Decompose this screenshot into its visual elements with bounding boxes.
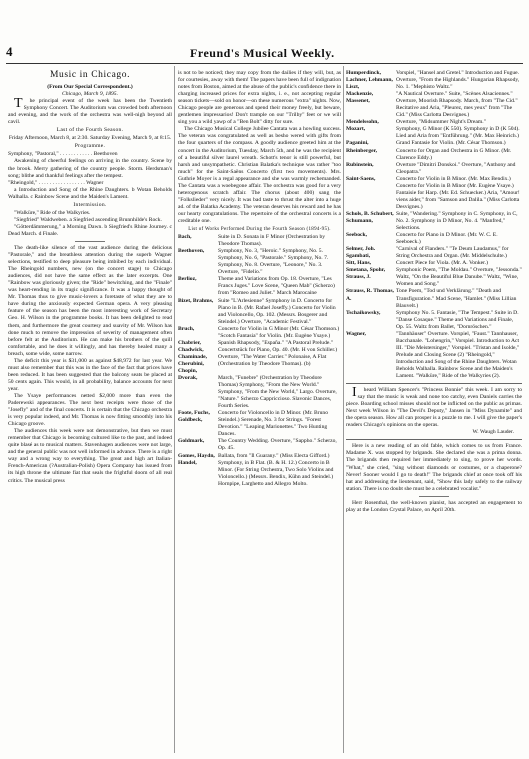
works-list: Overture, "Midsummer Night's Dream." <box>396 119 486 126</box>
composer-name: Mackenzie, Massenet, <box>346 91 374 105</box>
composer-name: Wagner, <box>346 330 366 337</box>
composer-name: Strauss, R. Thomas, A. <box>346 288 394 302</box>
programme-times: Friday Afternoon, March 8, at 2:30. Saturday Evening, March 9, at 8:15. <box>8 135 172 142</box>
repertoire-entry <box>178 375 341 410</box>
composer-name: Goldmark, <box>178 438 205 445</box>
works-list: Symphony No. 5. Fantasie, "The Tempest." Suite in D. "Danse Cosaque." Theme and Variations and Finale, Op. 55. Waltz from Ballet, "Dornröschen." <box>396 309 519 330</box>
repertoire-entry <box>178 326 341 340</box>
masthead: Freund's Musical Weekly. <box>190 46 335 60</box>
works-list: Symphony, No. 3, "Heroic." Symphony, No. 5. Symphony, No. 6, "Pastorale." Symphony, No. 7. Symphony, No. 8. Overture, "Leonore," No. 3. Overture, "Fidelio." <box>218 248 329 276</box>
repertoire-entry <box>178 298 341 326</box>
works-list: Ballata, from "Il Guarany." (Miss Electa Gifford.) Symphony, in B Flat. (B. & H. 12.) Concerto in B Minor. (For String Orchestra, Two Solo Violins and Violoncello.) (Messrs. Bendix, Kühn and Steindel.) Hornpipe, Larghetto and Allegro Molto. <box>218 452 334 487</box>
programme-item: "Walküre," Ride of the Walkyries. <box>14 209 91 216</box>
column-3 <box>346 70 522 754</box>
composer-name: Saint-Saens, <box>346 175 376 182</box>
works-list: Grand Fantasie for Violin. (Mr. César Thomson.) <box>396 140 506 147</box>
repertoire-entry <box>178 438 341 452</box>
divider <box>419 496 449 497</box>
works-list: Concert Piece for Viola. (Mr. A. Vonker.) <box>396 260 488 267</box>
programme-heading: Last of the Fourth Season. <box>56 127 124 134</box>
programme-item: "Götterdämmerung," a Morning Dawn. b Siegfried's Rhine Journey. c Dead March. d Finale. <box>8 223 172 237</box>
works-list: Tone Poem, "Tod und Verklärung." "Death and Transfiguration." Mad Scene, "Hamlet." (Miss Lillian Blauvelt.) <box>396 288 517 309</box>
column-1 <box>8 70 172 754</box>
works-list: Vorspiel, "Hansel and Gretel." Introduction and Fugue. Overture, "From the Highlands." Hungarian Rhapsody, No. 1. "Mephisto Waltz." <box>396 70 520 91</box>
column-divider <box>174 66 175 753</box>
composer-name: Seebock, <box>346 232 367 239</box>
programme-item: "Siegfried" Waldweben. a Siegfried ascending Brunnhilde's Rock. <box>14 216 162 223</box>
repertoire-entry <box>346 232 522 246</box>
works-list: Overture "Dimitri Donskoi." Overture, "Anthony and Cleopatra." <box>396 161 516 175</box>
masthead-rule <box>6 63 523 64</box>
paragraph: Here is a new reading of an old fable, which comes to us from France. Madame X. was stopped by brigands. She declared she was a prima donna. The brigands then required her immediately to sing, to prove her words. "What," she cried, "sing without diamonds or costumes, or a chaperone? Never! Sooner would I go to death!" The brigands chief at once took off his hat and addressing the lieutenant, said, "Show this lady safely to the railway station. There is no doubt she must be a celebrated vocalist." <box>346 443 522 492</box>
repertoire-entry <box>178 340 341 375</box>
composer-name: Selmer, Joh. Sgambati, <box>346 246 376 260</box>
paragraph: The Chicago Musical College Jubilee Cantata was a howling success. The veteran was congratulated as well as besho wered with gifts from the four quarters of the compass. A goodly audience greeted him at the concert in the Auditorium, Tuesday, March 5th, and he was the recipient of a beautiful silver laurel wreath. Schott's tenor is still powerful, but harsh and unsympathetic. Christian Balatka's technique was rather "too much" for the Saint-Saëns Concerto (first two movements). Mrs. Guthrie Moyer is a regal appearance and she was warmly rechemanded. The Cantata was a woebegone affair. The orchestra was good for a very heterogenous scratch affair. The chorus (about 400) sang the "Folkslieder" very nicely. It was bad taste to thrust the alter into a huge ad. of the Balatka Academy. The veteran deserves his reward and he has our hearty congratulations. The repertoire of the orchestral concerts is a creditable one. <box>178 126 341 224</box>
composer-name: Smetana, Spohr, Strauss, J. <box>346 267 386 281</box>
divider <box>75 241 105 242</box>
repertoire-entry <box>346 162 522 176</box>
repertoire-entry <box>346 140 522 147</box>
repertoire-entry <box>346 148 522 162</box>
works-list: Spanish Rhapsody, "España." "A Pastoral Prelude." Concertstück for Piano, Op. 40. (Mr. H von Schiller.) Overture, "The Water Carrier." Polonaise, A Flat (Orchestration by Theodore Thomas). (b) <box>218 339 338 367</box>
works-list: Symphonic Poem, "The Moldau." Overture, "Jessonda." Waltz, "On the Beautiful Blue Danube." Waltz, "Wine, Women and Song." <box>396 267 522 288</box>
paragraph: The deficit this year is $31,000 as against $48,972 for last year. We must also remember that this was in the face of the fact that prices have been reduced. It has been suggested that the balcony seats be placed at 50 cents again. This would, in all probability, balance accounts for next year. <box>8 357 172 392</box>
repertoire-entry <box>178 276 341 297</box>
composer-name: Bizet, Brahms, <box>178 297 214 304</box>
composer-name: Schols, B. Schubert, Schumann, <box>346 210 394 224</box>
works-list: Concerto for Violoncello in D Minor. (Mr. Bruno Steindel.) Serenade, No. 3 for Strings. "Forest Devotion." "Leaping Marionettes." Two Hunting Dances. <box>218 410 329 438</box>
programme-item: Awakening of cheerful feelings on arriving in the country. Scene by the brook. Merry gathering of the country people. Storm. Herdsman's song; blithe and thankful feelings after the tempest. <box>8 158 172 179</box>
paragraph: The Ysaye performances netted $2,000 more than even the Paderewski appearances. The next best receipts were those of the "Josefly" and of the final concerts. It is certain that the Chicago orchestra is very popular indeed, and Mr. Thomas is now fitting smoothly into his Chicago groove. <box>8 392 172 428</box>
paragraph: is not to be noticed; they may copy from the dailies if they will, but, as for courtesies, away with them! The papers have been full of indignation notes from Boston, aimed at the abuse of the public's confidence there in charging increased prices for extra nights, i. e., not accepting regular season tickets—sold on honor—on these numerous "extra" nights. Now, Chicago people are generous and spend their money freely, but beware, gentlemen impressarios! Don't trample on our "Trilby" feet or we will sing you a wild yawp of a "Ben Bolt" ditty for sure. <box>178 70 341 126</box>
paragraph: The death-like silence of the vast audience during the delicious "Pastorale," and the breathless attention during the superb Wagner selections, testified to deep pleasure being imbibed by each individual. The Rheingold numbers, new (on the concert stage) to Chicago audiences, did not have the same effect as the later excerpts. One "Rainbow was gloriously given; the "Ride" bewitching, and the "Finale" was heart-rending in its tragic significance. It was a happy thought of Mr. Thomas thus to give music-lovers a foretaste of what they are to have during the anxiously expected German opera. A very pleasing feature of the season has been the most interesting work of Secretary Geo. H. Wilson in the programme books. It has been delighted to read them, and furthermore the great courtesy and suavity of Mr. Wilson has done much to remove the impression of severity of management often before felt at the Auditorium. He can make his brothers of the quill comfortable, and he does it willingly, and has thereby healed many a breach, some wide, some narrow. <box>8 244 172 357</box>
works-list: Concerto for Organ and Orchestra in G Minor. (Mr. Clarence Eddy.) <box>396 147 512 161</box>
works-list: Concerto for Piano in D Minor. (Mr. W. C. E. Seeboeck.) <box>396 232 498 246</box>
repertoire-entry <box>346 310 522 331</box>
works-list: The Country Wedding. Overture, "Sappho." Scherzo, Op. 45. <box>218 438 337 452</box>
divider <box>346 383 522 384</box>
composer-name: Rheinberger, <box>346 147 378 154</box>
works-list: March, "Funebre" (Orchestration by Theodore Thomas) Symphony, "From the New World." Symphony, "From the New World," Largo. Overture, "Nature." Scherzo Cappriccioso. Slavonic Dances, Fourth Series. <box>218 375 337 410</box>
repertoire-entry <box>178 453 341 488</box>
repertoire-list <box>346 70 522 380</box>
signature: W. Waugh Lauder. <box>472 429 514 436</box>
works-list: Suite "L'Arlesienne" Symphony in D. Concerto for Piano in B. (Mr. Rafael Joseffy.) Concerto for Violin and Violoncello, Op. 102. (Messrs. Bosgerer and Steindel.) Overture, "Academic Festival." <box>218 297 336 325</box>
column-2 <box>178 70 341 754</box>
repertoire-entry <box>346 91 522 119</box>
works-list: "Tannhäuser" Overture. Vorspiel, "Faust." Tannhauser, Bacchanale. "Lohengrin," Vorspiel. Introduction to Act III. "Die Meistersinger," Vorspiel. "Tristan and Isolde," Prelude and Closing Scene (2) "Rheingold," Introduction and Song of the Rhine Daughters. Wotan Beholds Walhalla. Rainbow Scene and the Maiden's Lament. "Walküre," Ride of the Walkyries (2). <box>396 330 520 380</box>
repertoire-entry <box>178 234 341 248</box>
repertoire-entry <box>346 288 522 309</box>
paragraph: Iheard William Spencer's "Princess Bonnie" this week. I am sorry to say that the music is weak and none too catchy, even Daniels carries the piece. Boarding school misses should not be inflicted on the public as primas. Next week Wilson in "The Devil's Deputy," Jansen in "Miss Dynamite" and the opera season. How all can prosper is a puzzle to me. I will give the paper's readers Chicago's opinions on the operas. <box>346 385 522 429</box>
programme-label: Programme. <box>74 143 106 150</box>
list-heading: List of Works Performed During the Fourth Season (1894-95). <box>188 227 331 233</box>
programme-item: Symphony, "Pastoral," . . . . . . . . . . . . Beethoven <box>8 151 118 158</box>
repertoire-entry <box>346 267 522 288</box>
works-list: "A Nautical Overture." Suite, "Scènes Alsaciennes." Overture, Moorish Rhapsody. March, from "The Cid." Recitative and Aria, "Pleurez, mes yeux" from "The Cid." (Miss Carlotta Desvignes.) <box>396 91 518 119</box>
programme-item: Intermission. <box>73 201 107 208</box>
article-title: Music in Chicago. <box>49 70 131 80</box>
programme-item: a Introduction and Song of the Rhine Daughters. b Wotan Beholds Walhalla. c Rainbow Scene and the Maiden's Lament. <box>8 186 172 200</box>
repertoire-entry <box>178 410 341 438</box>
page-number: 4 <box>6 44 13 59</box>
works-list: Symphony, G Minor (K 550). Symphony in D (K 504). Lied and Aria from "Entführung." (Mr. Max Heinrich.) <box>396 126 520 140</box>
repertoire-entry <box>346 246 522 260</box>
composer-name: Berlioz, <box>178 276 197 283</box>
programme-item: "Rheingold," . . . . . . . . . . . . . . . . . Wagner <box>8 179 104 186</box>
works-list: Concerto for Violin in B Minor. (Mr. Max Bendix.) Concerto for Violin in B Minor (Mr. Eugène Ysaye.) Fantaisie for Harp. (Mr. Ed. Schuecker.) Aria, "Amour! viens aider," from "Samson and Dalila." (Miss Carlotta Desvignes.) <box>396 175 520 210</box>
composer-name: Gomes, Haydn, Handel, <box>178 452 215 466</box>
paragraph: The audiences this week were not demonstrative, but then we must remember that Chicago is becoming cultured like to the past, and indeed quite blasé as to musical matters. Stavenhagen audiences were not large, and the general public was not well informed in advance. There is a right way and a wrong way to everything. The great and high art Italian-French-American (?Australian-Polish) Opera Company has issued from its high throne the ultimate fiat that seals the frightful doom of all real critics. The musical press <box>8 428 172 484</box>
composer-name: Humperdinck, Lachner, Lehmann, Liszt, <box>346 70 393 91</box>
works-list: Theme and Variations from Op. 18. Overture, "Les Francs Juges." Love Scene, "Queen Mab" (Scherzo) from "Romeo and Juliet." March Marocaine <box>218 276 335 297</box>
composer-name: Mendelssohn, <box>346 119 379 126</box>
composer-name: Chabrier, Chadwick, Chaminade, Cherubini, Chopin, <box>178 339 208 374</box>
works-list: Concerto for Violin in G Minor (Mr. César Thomson.) "Scotch Fantasia" for Violin. (Mr. Eugène Ysaye.) <box>218 325 340 339</box>
paragraph: Herr Rosenthal, the well-known pianist, has accepted an engagement to play at the London Crystal Palace, on April 20th. <box>346 499 522 513</box>
repertoire-entry <box>178 248 341 276</box>
repertoire-entry <box>346 126 522 140</box>
dateline: Chicago, March 9, 1895. <box>61 91 119 98</box>
repertoire-entry <box>346 211 522 232</box>
byline: (From Our Special Correspondent.) <box>47 84 133 90</box>
composer-name: Tschaikowsky, <box>346 309 381 316</box>
works-list: Suite, "Wandering." Symphony in C. Symphony, in C, No. 2. Symphony in D Minor, No. 4. "Manfred," Selections. <box>396 210 518 232</box>
composer-name: Dvorak, <box>178 375 198 382</box>
composer-name: Bruch, <box>178 325 195 332</box>
composer-name: Mozart, <box>346 126 366 133</box>
works-list: Suite in D. Sonata in F Minor (Orchestration by Theodore Thomas). <box>218 234 326 248</box>
repertoire-entry <box>346 260 522 267</box>
composer-name: Beethoven, <box>178 248 205 255</box>
column-divider <box>343 66 344 753</box>
composer-name: Rubinstein, <box>346 161 374 168</box>
composer-name: Foote, Fuchs, Goldbeck, <box>178 410 210 424</box>
works-list: "Carnival of Flanders." "Te Deum Laudamus," for String Orchestra and Organ. (Mr. Middelschulte.) <box>396 246 509 260</box>
composer-name: Sitt, Hans, <box>346 260 372 267</box>
repertoire-entry <box>346 176 522 211</box>
paragraph: The principal event of the week has been the Twentieth Symphony Concert. The Auditorium was crowded both afternoon and evening, and the work of the orchestra was well-nigh beyond all cavil. <box>8 96 172 126</box>
divider <box>346 439 522 440</box>
repertoire-entry <box>346 331 522 380</box>
composer-name: Bach, <box>178 234 192 241</box>
repertoire-list <box>178 234 341 488</box>
composer-name: Paganini, <box>346 140 369 147</box>
repertoire-entry <box>346 70 522 91</box>
